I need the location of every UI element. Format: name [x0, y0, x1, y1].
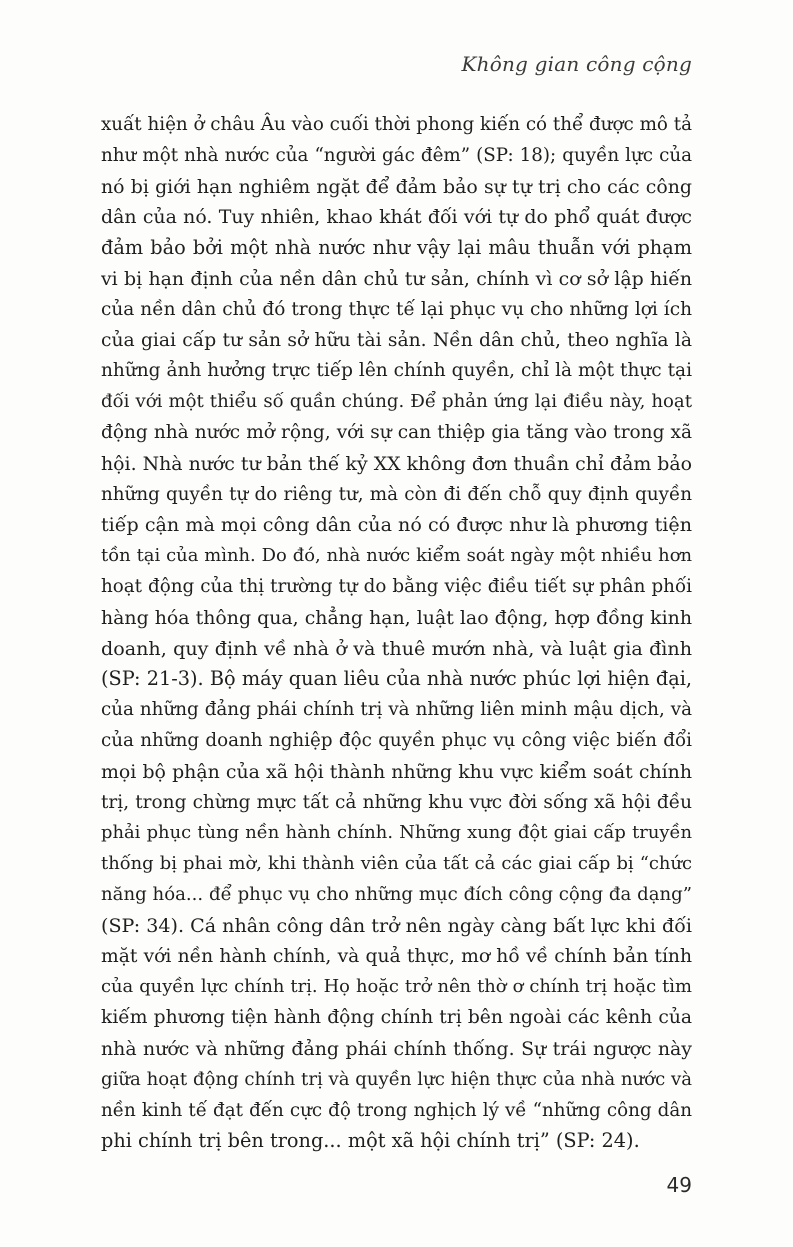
- text-line: (SP: 34). Cá nhân công dân trở nên ngày càng bất lực khi đối: [101, 913, 692, 937]
- text-line: đối với một thiểu số quần chúng. Để phản ứng lại điều này, hoạt: [101, 391, 692, 413]
- text-line: mọi bộ phận của xã hội thành những khu vực kiểm soát chính: [101, 760, 692, 783]
- text-line: hàng hóa thông qua, chẳng hạn, luật lao động, hợp đồng kinh: [101, 606, 692, 629]
- text-line: như một nhà nước của “người gác đêm” (SP: 18); quyền lực của: [101, 144, 692, 166]
- text-line: doanh, quy định về nhà ở và thuê mướn nhà, và luật gia đình: [101, 636, 692, 660]
- text-line: dân của nó. Tuy nhiên, khao khát đối với tự do phổ quát được: [101, 206, 692, 229]
- text-line: động nhà nước mở rộng, với sự can thiệp gia tăng vào trong xã: [101, 421, 692, 443]
- text-line: thống bị phai mờ, khi thành viên của tất cả các giai cấp bị “chức: [101, 853, 692, 875]
- text-line: (SP: 21-3). Bộ máy quan liêu của nhà nước phúc lợi hiện đại,: [101, 667, 692, 691]
- text-line: của nền dân chủ đó trong thực tế lại phục vụ cho những lợi ích: [101, 298, 692, 320]
- text-line: vi bị hạn định của nền dân chủ tư sản, chính vì cơ sở lập hiến: [101, 267, 692, 290]
- text-line: hoạt động của thị trường tự do bằng việc điều tiết sự phân phối: [101, 575, 692, 597]
- text-line: phi chính trị bên trong... một xã hội chính trị” (SP: 24).: [101, 1129, 640, 1153]
- text-line: hội. Nhà nước tư bản thế kỷ XX không đơn thuần chỉ đảm bảo: [101, 452, 692, 475]
- body-text: [101, 110, 692, 1157]
- text-line: những quyền tự do riêng tư, mà còn đi đến chỗ quy định quyền: [101, 483, 692, 505]
- text-line: nhà nước và những đảng phái chính thống. Sự trái ngược này: [101, 1037, 692, 1060]
- text-line: tiếp cận mà mọi công dân của nó có được như là phương tiện: [101, 513, 692, 537]
- text-line: tồn tại của mình. Do đó, nhà nước kiểm soát ngày một nhiều hơn: [101, 545, 692, 567]
- running-header: Không gian công cộng: [461, 52, 692, 76]
- text-line: đảm bảo bởi một nhà nước như vậy lại mâu thuẫn với phạm: [101, 236, 692, 260]
- text-line: của những đảng phái chính trị và những liên minh mậu dịch, và: [101, 699, 692, 721]
- text-line: nó bị giới hạn nghiêm ngặt để đảm bảo sự tự trị cho các công: [101, 175, 692, 198]
- text-line: trị, trong chừng mực tất cả những khu vực đời sống xã hội đều: [101, 791, 692, 813]
- text-line: mặt với nền hành chính, và quả thực, mơ hồ về chính bản tính: [101, 945, 692, 967]
- text-line: xuất hiện ở châu Âu vào cuối thời phong kiến có thể được mô tả: [101, 114, 692, 135]
- text-line: phải phục tùng nền hành chính. Những xung đột giai cấp truyền: [101, 822, 692, 844]
- text-line: kiếm phương tiện hành động chính trị bên ngoài các kênh của: [101, 1007, 692, 1029]
- text-line: của những doanh nghiệp độc quyền phục vụ công việc biến đổi: [101, 729, 692, 751]
- text-line: của quyền lực chính trị. Họ hoặc trở nên thờ ơ chính trị hoặc tìm: [101, 976, 692, 998]
- text-line: năng hóa... để phục vụ cho những mục đích công cộng đa dạng”: [101, 883, 692, 905]
- page-number: 49: [666, 1173, 692, 1197]
- text-line: của giai cấp tư sản sở hữu tài sản. Nền dân chủ, theo nghĩa là: [101, 329, 692, 351]
- text-line: nền kinh tế đạt đến cực độ trong nghịch lý về “những công dân: [101, 1099, 692, 1121]
- text-line: những ảnh hưởng trực tiếp lên chính quyền, chỉ là một thực tại: [101, 360, 692, 382]
- text-line: giữa hoạt động chính trị và quyền lực hiện thực của nhà nước và: [101, 1068, 692, 1090]
